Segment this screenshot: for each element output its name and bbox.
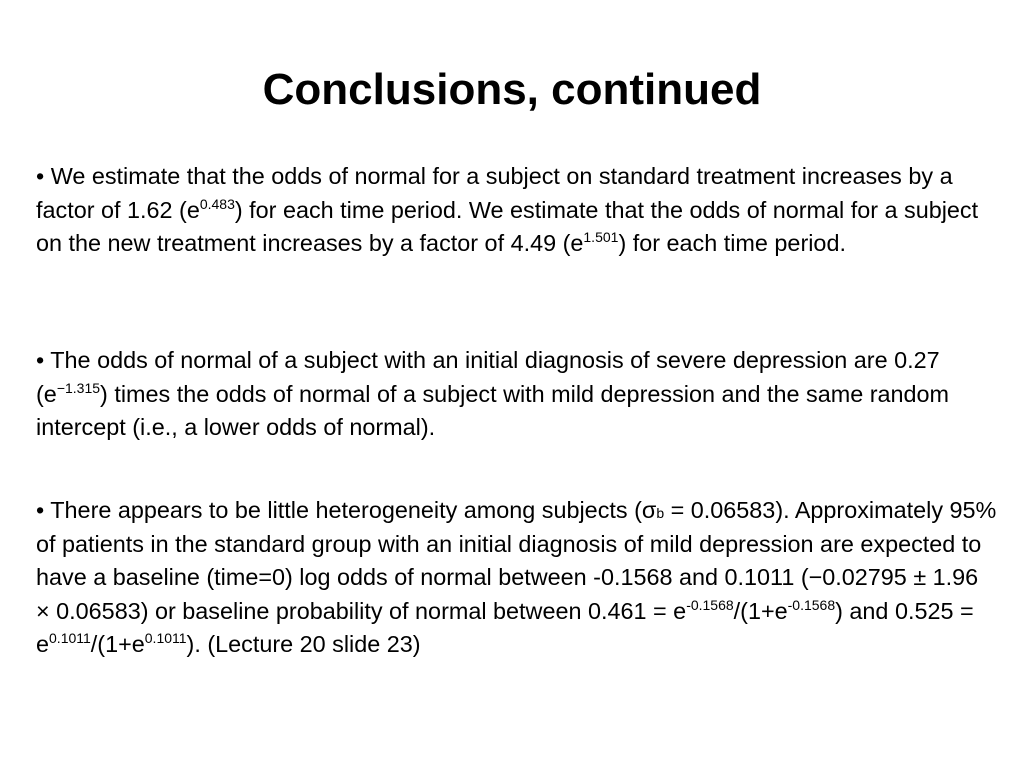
bullet3-text-1: • There appears to be little heterogeneity among subjects (σ [36,497,657,523]
bullet3-text-2: = 0.06583). Approximately 95% of patients in the standard group with an initial diagnosis of mild depression are expected to have a baseline (time=0) log odds of normal between -0.1568 and 0.1011 (−0.02795 ± 1.96 × 0.06583) or baseline probability of normal between 0.461 = e [36,497,997,624]
slide-title: Conclusions, continued [262,65,762,114]
bullet-odds-per-period [36,160,998,261]
bullet2-text-2: ) times the odds of normal of a subject with mild depression and the same random intercept (i.e., a lower odds of normal). [36,380,950,440]
bullet1-exponent-1: 0.483 [199,195,235,212]
bullet1-text-1: • We estimate that the odds of normal for a subject on standard treatment increases by a factor of 1.62 (e [36,163,953,223]
bullet3-exponent-2: -0.1568 [787,596,836,613]
bullet2-text-1: • The odds of normal of a subject with an initial diagnosis of severe depression are 0.27 (e [36,347,940,407]
bullet3-text-4: ) and 0.525 = e [36,597,974,657]
bullet1-text-3: ) for each time period. [618,230,846,256]
bullet1-exponent-2: 1.501 [583,229,619,245]
bullet-heterogeneity [36,494,998,662]
bullet3-text-5: /(1+e [90,631,145,657]
bullet3-text-3: /(1+e [733,597,788,624]
bullet-severe-depression [36,344,998,445]
bullet3-sigma-subscript: b [656,505,665,521]
bullet3-text-6: ). (Lecture 20 slide 23) [186,631,421,657]
bullet3-exponent-3: 0.1011 [49,630,91,646]
bullet1-text-2: ) for each time period. We estimate that the odds of normal for a subject on the new treatment increases by a factor of 4.49 (e [36,196,979,256]
bullet3-exponent-4: 0.1011 [144,630,187,646]
bullet2-exponent-1: −1.315 [56,379,101,396]
bullet3-exponent-1: -0.1568 [686,596,734,613]
